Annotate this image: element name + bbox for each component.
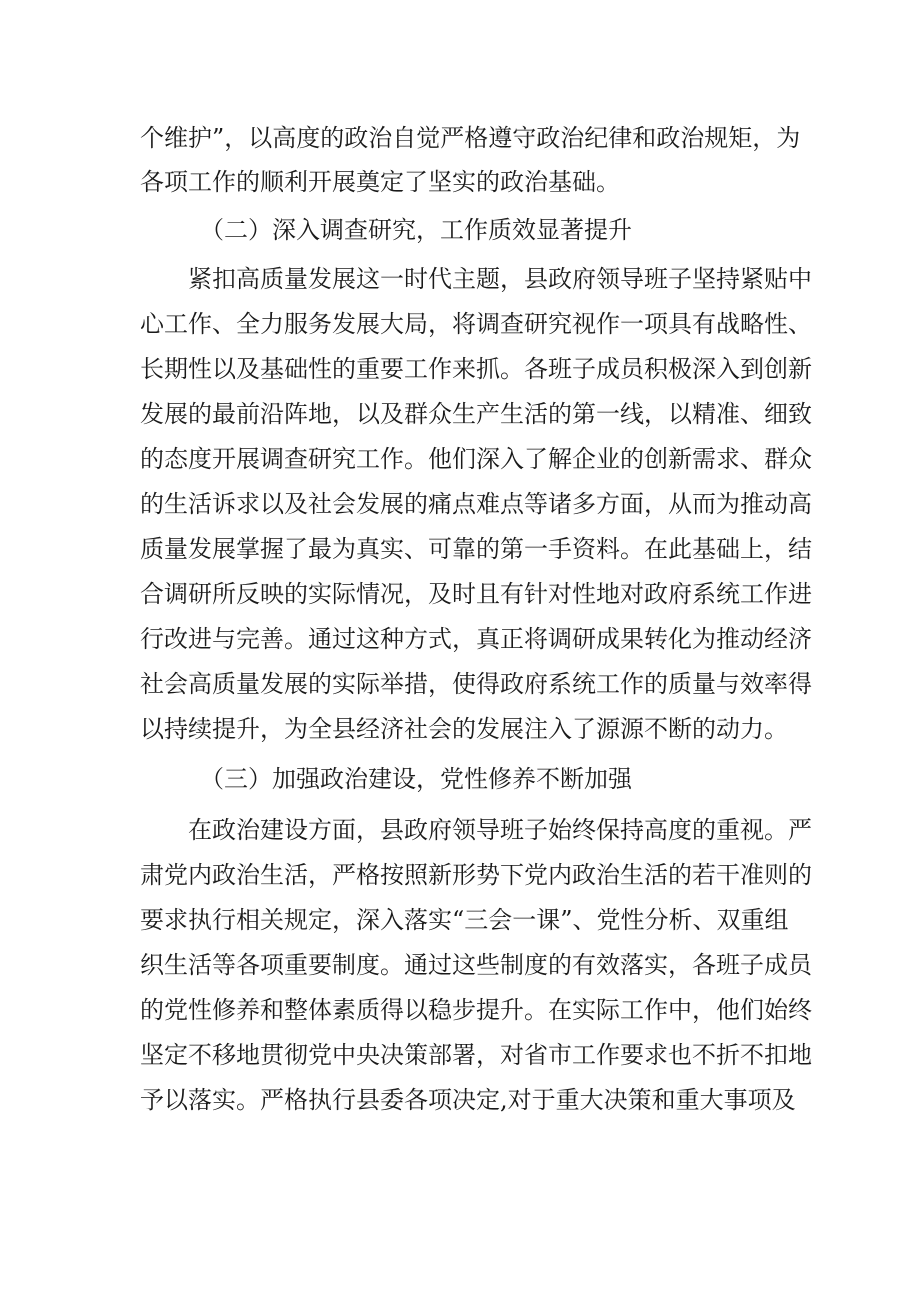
body-text-line: 坚定不移地贯彻党中央决策部署，对省市工作要求也不折不扣地 — [140, 1041, 812, 1069]
body-text-line: 个维护”，以高度的政治自觉严格遵守政治纪律和政治规矩，为 — [140, 124, 801, 152]
body-text-line: 社会高质量发展的实际举措，使得政府系统工作的质量与效率得 — [140, 670, 812, 698]
body-text-line: 合调研所反映的实际情况，及时且有针对性地对政府系统工作进 — [140, 580, 812, 608]
body-text-line: 长期性以及基础性的重要工作来抓。各班子成员积极深入到创新 — [140, 355, 812, 383]
body-text-line: 心工作、全力服务发展大局，将调查研究视作一项具有战略性、 — [140, 310, 812, 338]
body-text-line: 予以落实。严格执行县委各项决定,对于重大决策和重大事项及 — [140, 1086, 796, 1114]
body-text-line: 的态度开展调查研究工作。他们深入了解企业的创新需求、群众 — [140, 445, 812, 473]
body-text-line: 织生活等各项重要制度。通过这些制度的有效落实，各班子成员 — [140, 951, 812, 979]
body-text-line: 以持续提升，为全县经济社会的发展注入了源源不断的动力。 — [140, 715, 788, 743]
body-text-line: 在政治建设方面，县政府领导班子始终保持高度的重视。严 — [188, 816, 812, 844]
body-text-line: 紧扣高质量发展这一时代主题，县政府领导班子坚持紧贴中 — [188, 265, 812, 293]
body-text-line: 行改进与完善。通过这种方式，真正将调研成果转化为推动经济 — [140, 625, 812, 653]
body-text-line: 各项工作的顺利开展奠定了坚实的政治基础。 — [140, 168, 620, 196]
section-heading: （二）深入调查研究，工作质效显著提升 — [200, 216, 632, 244]
body-text-line: 质量发展掌握了最为真实、可靠的第一手资料。在此基础上，结 — [140, 535, 812, 563]
body-text-line: 的生活诉求以及社会发展的痛点难点等诸多方面，从而为推动高 — [140, 490, 812, 518]
body-text-line: 发展的最前沿阵地，以及群众生产生活的第一线，以精准、细致 — [140, 400, 812, 428]
body-text-line: 要求执行相关规定，深入落实“三会一课”、党性分析、双重组 — [140, 906, 789, 934]
body-text-line: 的党性修养和整体素质得以稳步提升。在实际工作中，他们始终 — [140, 996, 812, 1024]
section-heading: （三）加强政治建设，党性修养不断加强 — [200, 765, 632, 793]
body-text-line: 肃党内政治生活，严格按照新形势下党内政治生活的若干准则的 — [140, 861, 812, 889]
